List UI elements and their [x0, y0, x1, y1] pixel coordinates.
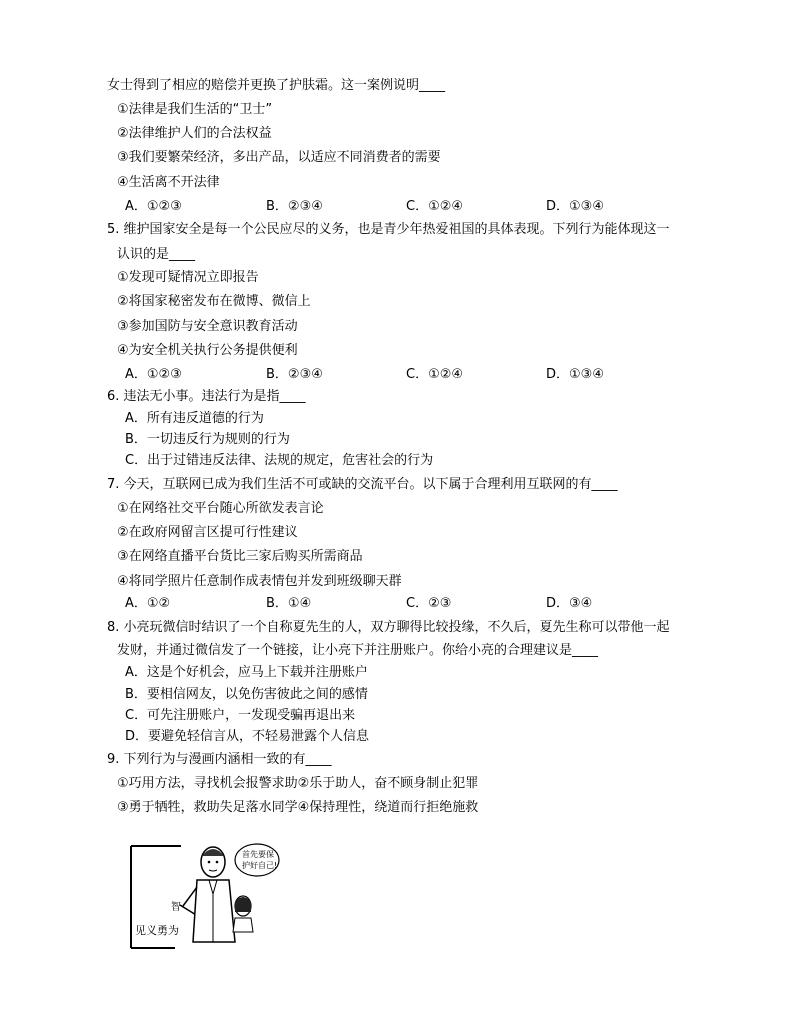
q8-stem-line2: 发财，并通过微信发了一个链接，让小亮下并注册账户。你给小亮的合理建议是____ — [117, 643, 599, 658]
q4-choice-a: A．①②③ — [125, 199, 182, 214]
q4-stem-tail: 女士得到了相应的赔偿并更换了护肤霜。这一案例说明____ — [107, 78, 446, 93]
q5-stem-line1: 5. 维护国家安全是每一个公民应尽的义务，也是青少年热爱祖国的具体表现。下列行为能体现这一 — [107, 222, 670, 237]
q8-stem-line1: 8. 小亮玩微信时结识了一个自称夏先生的人，双方聊得比较投缘，不久后，夏先生称可以带他一起 — [107, 620, 670, 635]
q7-item-1: ①在网络社交平台随心所欲发表言论 — [117, 501, 324, 516]
q4-item-1: ①法律是我们生活的“卫士” — [117, 102, 273, 117]
q4-item-2: ②法律维护人们的合法权益 — [117, 126, 272, 141]
q8-option-a: A．这是个好机会，应马上下载并注册账户 — [125, 665, 368, 680]
q7-choice-d: D．③④ — [546, 596, 593, 611]
q4-choice-d: D．①③④ — [546, 199, 604, 214]
q4-item-3: ③我们要繁荣经济，多出产品，以适应不同消费者的需要 — [117, 150, 441, 165]
q8-option-d: D．要避免轻信言从，不轻易泄露个人信息 — [125, 729, 370, 744]
board-main-text: 见义勇为 — [135, 924, 179, 937]
q9-stem: 9. 下列行为与漫画内涵相一致的有____ — [107, 752, 332, 767]
q8-option-c: C．可先注册账户，一发现受骗再退出来 — [125, 708, 356, 723]
q5-item-4: ④为安全机关执行公务提供便利 — [117, 343, 298, 358]
q5-choice-b: B．②③④ — [266, 367, 323, 382]
q9-cartoon-image — [125, 832, 285, 957]
q8-option-b: B．要相信网友，以免伤害彼此之间的感情 — [125, 687, 368, 702]
q7-item-4: ④将同学照片任意制作成表情包并发到班级聊天群 — [117, 574, 402, 589]
q7-choice-a: A．①② — [125, 596, 171, 611]
q5-item-2: ②将国家秘密发布在微博、微信上 — [117, 294, 311, 309]
board-top-char: 智 — [171, 902, 181, 913]
q5-choice-c: C．①②④ — [406, 367, 464, 382]
q5-stem-line2: 认识的是____ — [117, 247, 196, 262]
q6-option-c: C．出于过错违反法律、法规的规定，危害社会的行为 — [125, 453, 434, 468]
q4-choice-c: C．①②④ — [406, 199, 464, 214]
q5-choice-d: D．①③④ — [546, 367, 604, 382]
bubble-line1: 首先要保 — [242, 850, 274, 859]
q7-item-2: ②在政府网留言区提可行性建议 — [117, 525, 298, 540]
q4-choice-b: B．②③④ — [266, 199, 323, 214]
q9-options-row1: ①巧用方法，寻找机会报警求助②乐于助人，奋不顾身制止犯罪 — [117, 776, 479, 791]
q6-option-a: A．所有违反道德的行为 — [125, 411, 264, 426]
q5-item-3: ③参加国防与安全意识教育活动 — [117, 319, 298, 334]
q7-stem: 7. 今天，互联网已成为我们生活不可或缺的交流平台。以下属于合理利用互联网的有____ — [107, 477, 618, 492]
bubble-line2: 护好自己! — [242, 861, 278, 870]
q6-stem: 6. 违法无小事。违法行为是指____ — [107, 389, 306, 404]
q7-item-3: ③在网络直播平台货比三家后购买所需商品 — [117, 549, 363, 564]
q5-item-1: ①发现可疑情况立即报告 — [117, 270, 259, 285]
q4-item-4: ④生活离不开法律 — [117, 175, 220, 190]
q5-choice-a: A．①②③ — [125, 367, 182, 382]
q7-choice-c: C．②③ — [406, 596, 452, 611]
q6-option-b: B．一切违反行为规则的行为 — [125, 432, 290, 447]
q9-options-row2: ③勇于牺牲，救助失足落水同学④保持理性，绕道而行拒绝施救 — [117, 800, 479, 815]
q7-choice-b: B．①④ — [266, 596, 312, 611]
